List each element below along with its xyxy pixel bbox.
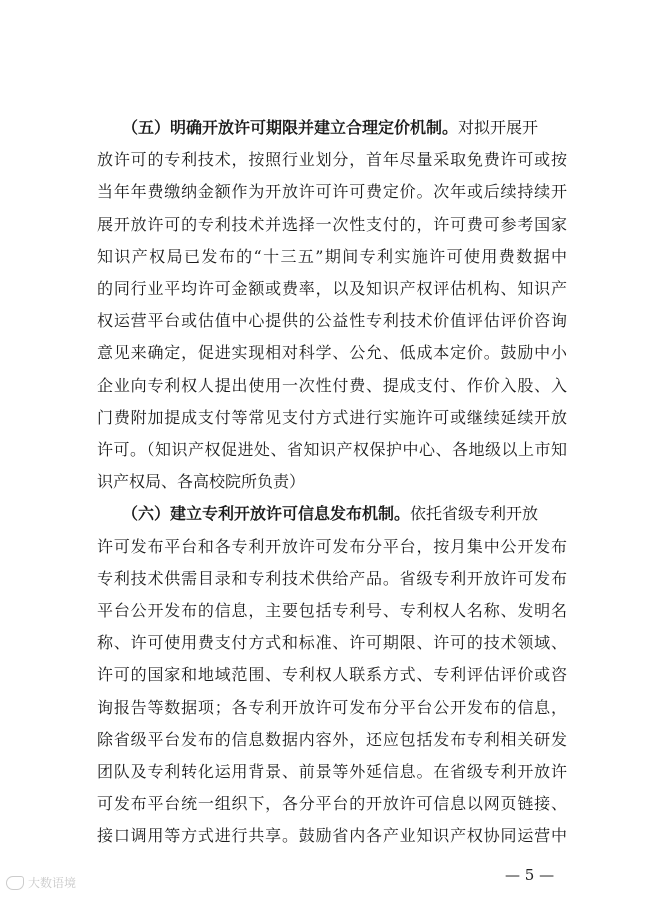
paragraph-line: 接口调用等方式进行共享。鼓励省内各产业知识产权协同运营中 bbox=[97, 826, 567, 846]
paragraph-line: 可发布平台统一组织下，各分平台的开放许可信息以网页链接、 bbox=[97, 794, 567, 814]
paragraph-line: 当年年费缴纳金额作为开放许可许可费定价。次年或后续持续开 bbox=[97, 182, 567, 202]
watermark bbox=[6, 874, 76, 891]
document-body bbox=[97, 112, 567, 885]
watermark-logo-icon bbox=[6, 876, 24, 890]
paragraph-line: 许可发布平台和各专利开放许可发布分平台，按月集中公开发布 bbox=[97, 536, 567, 556]
paragraph-line: 许可的国家和地域范围、专利权人联系方式、专利评估评价或咨 bbox=[97, 665, 567, 685]
paragraph-line bbox=[97, 498, 567, 530]
paragraph-line: 许可。（知识产权促进处、省知识产权保护中心、各地级以上市知 bbox=[97, 440, 567, 460]
paragraph-line: 知识产权局已发布的“十三五”期间专利实施许可使用费数据中 bbox=[97, 246, 567, 266]
paragraph-line: 询报告等数据项；各专利开放许可发布分平台公开发布的信息， bbox=[97, 697, 567, 717]
watermark-text: 大数语境 bbox=[28, 876, 77, 890]
paragraph-line: 团队及专利转化运用背景、前景等外延信息。在省级专利开放许 bbox=[97, 762, 567, 782]
paragraph-line: 的同行业平均许可金额或费率，以及知识产权评估机构、知识产 bbox=[97, 279, 567, 299]
paragraph-line: 放许可的专利技术，按照行业划分，首年尽量采取免费许可或按 bbox=[97, 150, 567, 170]
paragraph-5 bbox=[97, 112, 567, 498]
paragraph-line: 专利技术供需目录和专利技术供给产品。省级专利开放许可发布 bbox=[97, 568, 567, 588]
section-heading: （六）建立专利开放许可信息发布机制。 bbox=[122, 504, 411, 524]
paragraph-line-rest: 对拟开展开 bbox=[458, 118, 539, 137]
paragraph-6 bbox=[97, 498, 567, 852]
paragraph-line: 意见来确定，促进实现相对科学、公允、低成本定价。鼓励中小 bbox=[97, 343, 567, 363]
paragraph-line: 门费附加提成支付等常见支付方式进行实施许可或继续延续开放 bbox=[97, 407, 567, 427]
paragraph-line-rest: 依托省级专利开放 bbox=[410, 504, 539, 524]
page-number: — 5 — bbox=[505, 865, 555, 884]
section-heading: （五）明确开放许可期限并建立合理定价机制。 bbox=[122, 118, 459, 137]
paragraph-line: 企业向专利权人提出使用一次性付费、提成支付、作价入股、入 bbox=[97, 375, 567, 395]
paragraph-line: 称、许可使用费支付方式和标准、许可期限、许可的技术领域、 bbox=[97, 633, 567, 653]
paragraph-line: 除省级平台发布的信息数据内容外，还应包括发布专利相关研发 bbox=[97, 729, 567, 749]
paragraph-line: 平台公开发布的信息，主要包括专利号、专利权人名称、发明名 bbox=[97, 601, 567, 621]
paragraph-line: 识产权局、各高校院所负责） bbox=[97, 472, 306, 492]
paragraph-line: 权运营平台或估值中心提供的公益性专利技术价值评估评价咨询 bbox=[97, 311, 567, 331]
paragraph-line: 展开放许可的专利技术并选择一次性支付的，许可费可参考国家 bbox=[97, 214, 567, 234]
paragraph-line bbox=[97, 112, 567, 144]
